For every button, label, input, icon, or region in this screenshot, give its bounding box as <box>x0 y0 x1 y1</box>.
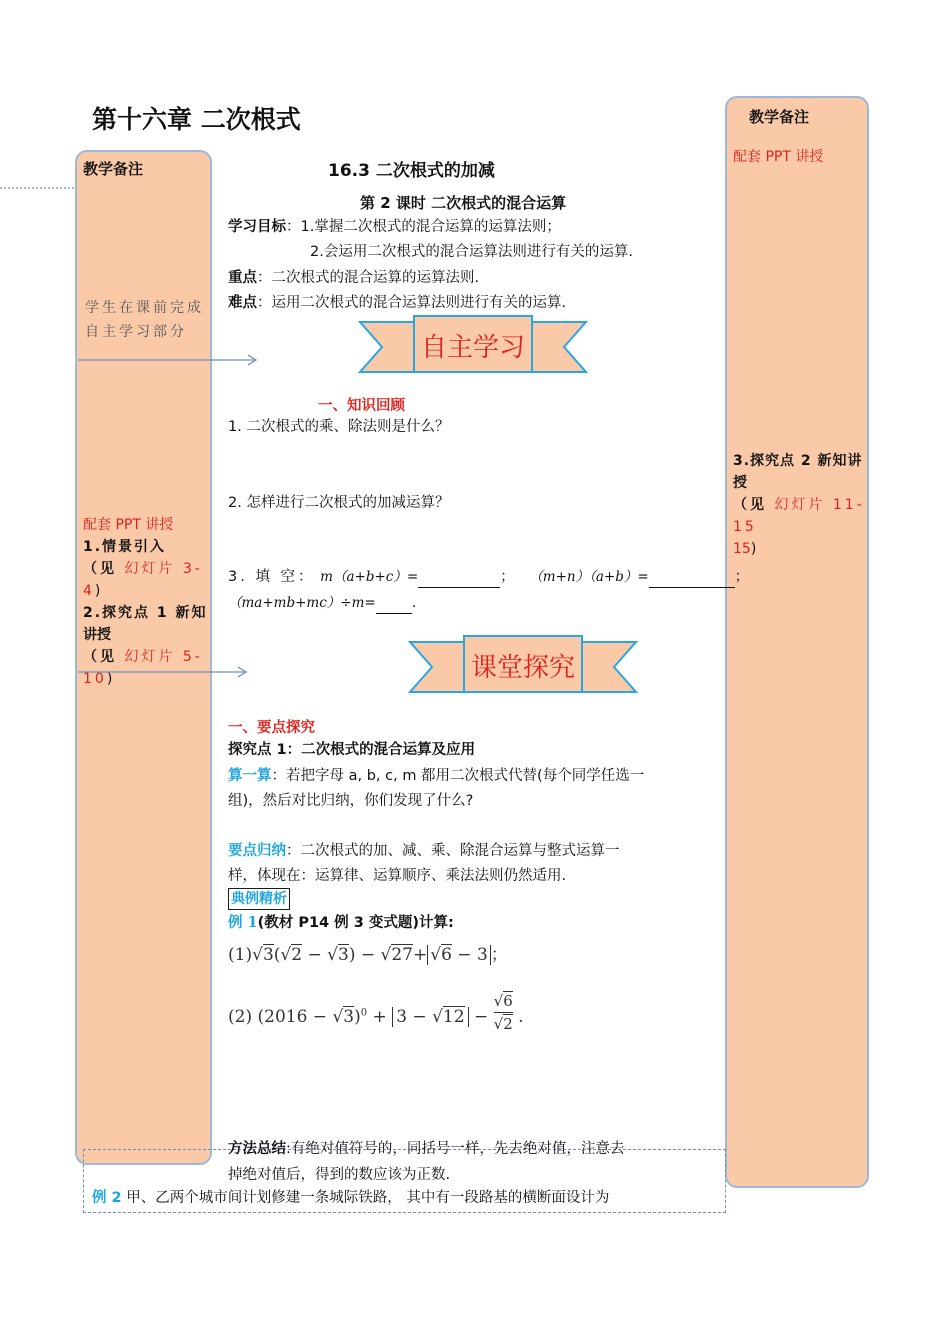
banner-class-explore-text: 课堂探究 <box>470 653 575 683</box>
method-summary-line2: 掉绝对值后，得到的数应该为正数. <box>228 1167 451 1183</box>
question-2: 2. 怎样进行二次根式的加减运算？ <box>228 495 450 511</box>
summary-line1: 要点归纳：二次根式的加、减、乘、除混合运算与整式运算一 <box>228 843 620 859</box>
arrow-to-self-study <box>78 352 263 368</box>
summary-line2: 样，体现在：运算律、运算顺序、乘法法则仍然适用. <box>228 868 567 884</box>
objectives-line2: 2.会运用二次根式的混合运算法则进行有关的运算. <box>310 244 633 260</box>
blank-2[interactable] <box>649 587 735 588</box>
right-notes-panel <box>725 96 869 1188</box>
key-point: 重点：二次根式的混合运算的运算法则. <box>228 270 480 286</box>
try-it-line2: 组)，然后对比归纳，你们发现了什么? <box>228 793 474 809</box>
connector-dotted-line <box>0 175 80 195</box>
try-it-line1: 算一算：若把字母 a, b, c, m 都用二次根式代替(每个同学任选一 <box>228 768 645 784</box>
question-3-line1: 3. 填 空： m（a+b+c）= ； （m+n）（a+b）= ； <box>228 566 749 588</box>
left-notes-title: 教学备注 <box>83 160 144 178</box>
explore-heading: 一、要点探究 <box>228 720 315 736</box>
banner-self-study <box>358 314 588 380</box>
banner-self-study-text: 自主学习 <box>420 333 525 363</box>
example-2: 例 2 甲、乙两个城市间计划修建一条城际铁路， 其中有一段路基的横断面设计为 <box>92 1190 610 1206</box>
right-ppt-label: 配套 PPT 讲授 <box>733 149 824 165</box>
question-1: 1. 二次根式的乘、除法则是什么？ <box>228 419 450 435</box>
math-expression-2: (2) $(2016 - √3)^0 + 3 - √12$ − $\frac{√6}{√2}$ . <box>228 992 524 1033</box>
objectives-line1: 学习目标：1.掌握二次根式的混合运算的运算法则； <box>228 219 561 235</box>
slide-ref-3-4: 幻灯片 3-4 <box>83 561 203 599</box>
slide-ref-11-15: 幻灯片 11-15 <box>733 497 865 535</box>
section-title: 16.3 二次根式的加减 <box>328 161 495 181</box>
right-teaching-notes: 3.探究点 2 新知讲 授 （见 幻灯片 11-15 15) <box>733 453 865 557</box>
blank-1[interactable] <box>418 587 500 588</box>
banner-class-explore <box>408 634 638 700</box>
example-box-label: 典例精析 <box>228 888 290 910</box>
chapter-title: 第十六章 二次根式 <box>92 105 301 134</box>
review-heading: 一、知识回顾 <box>318 398 405 414</box>
left-notes-panel <box>75 150 212 1165</box>
method-summary-line1: 方法总结:有绝对值符号的，同括号一样，先去绝对值，注意去 <box>228 1141 625 1157</box>
lesson-title: 第 2 课时 二次根式的混合运算 <box>360 194 567 212</box>
blank-3[interactable] <box>376 613 412 614</box>
math-expression-1: (1)√3(√2 − √3) − √27+ √6 − 3 ； <box>228 945 508 965</box>
arrow-to-class-explore <box>78 664 253 680</box>
explore-point-1: 探究点 1：二次根式的混合运算及应用 <box>228 742 476 758</box>
difficulty-point: 难点：运用二次根式的混合运算法则进行有关的运算. <box>228 295 567 311</box>
left-ppt-label: 配套 PPT 讲授 <box>83 517 174 533</box>
right-notes-title: 教学备注 <box>749 108 810 126</box>
example-1: 例 1(教材 P14 例 3 变式题)计算: <box>228 914 454 931</box>
question-3-line2: （ma+mb+mc）÷m= . <box>228 592 416 614</box>
student-note: 学生在课前完成 自主学习部分 <box>85 300 204 340</box>
slide-ref-5-10: 幻灯片 5-10 <box>83 649 203 687</box>
left-teaching-notes: 配套 PPT 讲授 1.情景引入 （见 幻灯片 3-4) 2.探究点 1 新知 讲授 （见 幻灯片 5-10) <box>83 517 208 687</box>
